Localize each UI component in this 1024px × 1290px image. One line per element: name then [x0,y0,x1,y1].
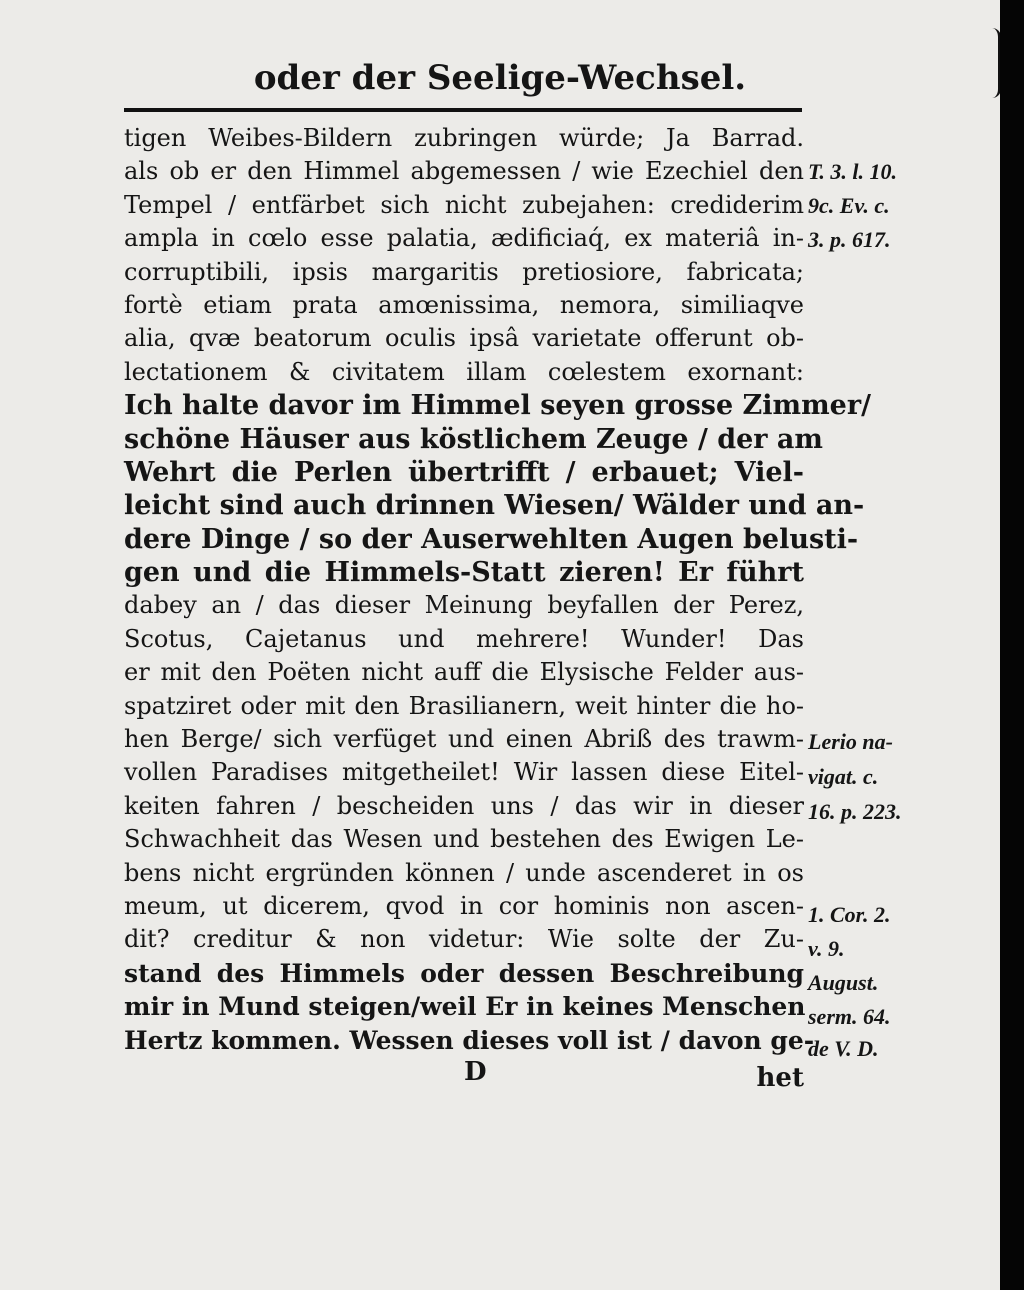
text-line: corruptibili, ipsis margaritis pretiosiore, fabricata; [124,257,804,286]
text-line: als ob er den Himmel abgemessen / wie Ezechiel den [124,157,804,186]
marginal-note: 1. Cor. 2. [808,902,891,927]
text-line: mir in Mund steigen/weil Er in keines Menschen [124,992,806,1022]
text-line: dit? creditur & non videtur: Wie solte der Zu- [124,925,804,954]
text-line: leicht sind auch drinnen Wiesen/ Wälder und an- [124,490,865,522]
text-line: vollen Paradises mitgetheilet! Wir lassen diese Eitel- [124,758,804,787]
text-line: Wehrt die Perlen übertrifft / erbauet; Viel- [124,456,804,488]
text-line: Schwachheit das Wesen und bestehen des Ewigen Le- [124,825,804,854]
text-line: schöne Häuser aus köstlichem Zeuge / der am [124,423,823,455]
text-line: meum, ut dicerem, qvod in cor hominis non ascen- [124,891,804,920]
text-line: Hertz kommen. Wessen dieses voll ist / davon ge- [124,1025,815,1055]
text-line: alia, qvæ beatorum oculis ipsâ varietate offerunt ob- [124,324,804,353]
marginal-note: 3. p. 617. [808,227,891,252]
scan-border [1000,0,1024,1290]
marginal-note: Lerio na- [808,729,893,754]
catchword: het [756,1062,804,1093]
marginal-note: 16. p. 223. [808,799,902,824]
signature-mark: D [464,1056,487,1087]
text-line: keiten fahren / bescheiden uns / das wir in dieser [124,791,804,820]
text-line: dabey an / das dieser Meinung beyfallen der Perez, [124,591,804,620]
text-line: hen Berge/ sich verfüget und einen Abriß des trawm- [124,725,804,754]
text-line: Ich halte davor im Himmel seyen grosse Zimmer/ [124,390,871,422]
text-line: Tempel / entfärbet sich nicht zubejahen: crediderim [124,190,804,219]
page-footer [124,1057,804,1097]
text-line: tigen Weibes-Bildern zubringen würde; Ja Barrad. [124,124,804,152]
text-line: gen und die Himmels-Statt zieren! Er führt [124,557,804,589]
text-line: fortè etiam prata amœnissima, nemora, similiaqve [124,290,804,319]
marginal-note: 9c. Ev. c. [808,193,890,218]
text-line: spatziret oder mit den Brasilianern, weit hinter die ho- [124,691,804,720]
text-line: ampla in cœlo esse palatia, ædificiaq́, ex materiâ in- [124,224,804,253]
text-line: Scotus, Cajetanus und mehrere! Wunder! Das [124,624,804,653]
text-line: er mit den Poëten nicht auff die Elysische Felder aus- [124,658,804,687]
text-line: bens nicht ergründen können / unde ascenderet in os [124,858,804,887]
header-rule [124,108,802,112]
text-line: lectationem & civitatem illam cœlestem exornant: [124,357,804,386]
marginal-note: T. 3. l. 10. [808,159,898,184]
marginal-note: serm. 64. [808,1004,891,1029]
marginal-note: August. [808,970,879,995]
running-title: oder der Seelige-Wechsel. [253,58,747,98]
marginal-note: vigat. c. [808,764,879,789]
text-line: stand des Himmels oder dessen Beschreibung [124,958,804,988]
marginal-note: de V. D. [808,1036,879,1061]
marginal-note: v. 9. [808,936,845,961]
text-line: dere Dinge / so der Auserwehlten Augen belusti- [124,523,859,555]
